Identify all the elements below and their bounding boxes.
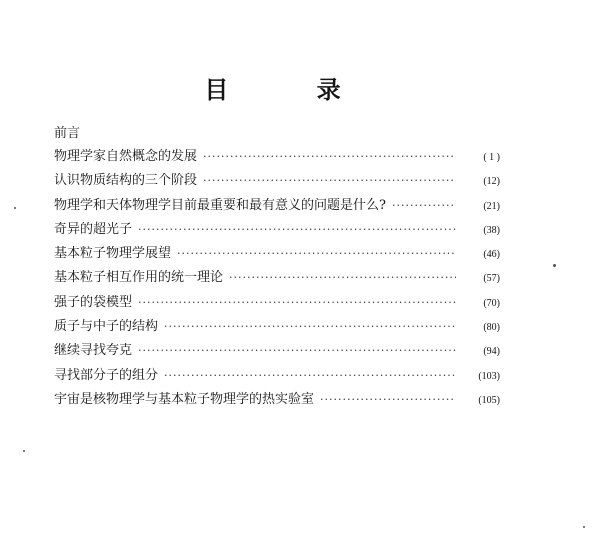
toc-entry[interactable] — [54, 242, 500, 266]
toc-dot-leader — [203, 150, 456, 163]
toc-dot-leader — [138, 344, 456, 357]
toc-entry-page: (80) — [483, 322, 500, 334]
toc-entry-title: 继续寻找夸克 — [54, 343, 133, 359]
toc-entry-title: 强子的袋模型 — [54, 294, 133, 310]
scan-speck — [583, 526, 585, 528]
toc-entry[interactable] — [54, 388, 500, 412]
toc-entry-title: 基本粒子相互作用的统一理论 — [54, 270, 224, 286]
toc-entry-page: (105) — [478, 394, 500, 406]
toc-entry[interactable] — [54, 364, 500, 388]
toc-entry[interactable] — [54, 218, 500, 242]
toc-entry[interactable] — [54, 169, 500, 193]
toc-entry-title: 认识物质结构的三个阶段 — [54, 173, 198, 189]
toc-dot-leader — [164, 369, 456, 382]
toc-entry[interactable] — [54, 339, 500, 363]
toc-dot-leader — [320, 393, 456, 406]
toc-dot-leader — [203, 174, 456, 187]
preface-label: 前言 — [54, 126, 81, 141]
toc-entry-title: 宇宙是核物理学与基本粒子物理学的热实验室 — [54, 391, 315, 407]
toc-dot-leader — [177, 247, 456, 260]
toc-entry-page: (103) — [478, 370, 500, 382]
toc-dot-leader — [164, 320, 456, 333]
toc-entry-page: (70) — [483, 297, 500, 309]
toc-list — [54, 145, 500, 412]
toc-dot-leader — [229, 271, 456, 284]
toc-entry[interactable] — [54, 315, 500, 339]
toc-entry[interactable] — [54, 266, 500, 290]
toc-entry-title: 寻找部分子的组分 — [54, 367, 159, 383]
toc-entry-page: (46) — [483, 249, 500, 261]
toc-entry-title: 基本粒子物理学展望 — [54, 246, 172, 262]
scan-speck — [553, 264, 556, 267]
toc-entry-title: 奇异的超光子 — [54, 221, 133, 237]
toc-entry-title: 质子与中子的结构 — [54, 319, 159, 335]
toc-dot-leader — [392, 199, 456, 212]
toc-entry-title: 物理学家自然概念的发展 — [54, 149, 198, 164]
toc-entry[interactable] — [54, 194, 500, 218]
toc-entry-page: (57) — [483, 273, 500, 285]
toc-entry-page: (94) — [483, 346, 500, 358]
toc-entry-page: (38) — [483, 224, 500, 236]
toc-entry-page: (12) — [483, 176, 500, 188]
scan-speck — [14, 207, 16, 209]
scan-speck — [23, 450, 25, 452]
toc-entry-page: (21) — [483, 200, 500, 212]
toc-dot-leader — [138, 223, 456, 236]
toc-entry[interactable] — [54, 145, 500, 169]
toc-entry[interactable] — [54, 291, 500, 315]
toc-dot-leader — [138, 296, 456, 309]
page-title: 目 录 — [204, 76, 381, 104]
toc-entry-page: ( 1 ) — [483, 152, 500, 163]
toc-entry-title: 物理学和天体物理学目前最重要和最有意义的问题是什么? — [54, 197, 386, 213]
